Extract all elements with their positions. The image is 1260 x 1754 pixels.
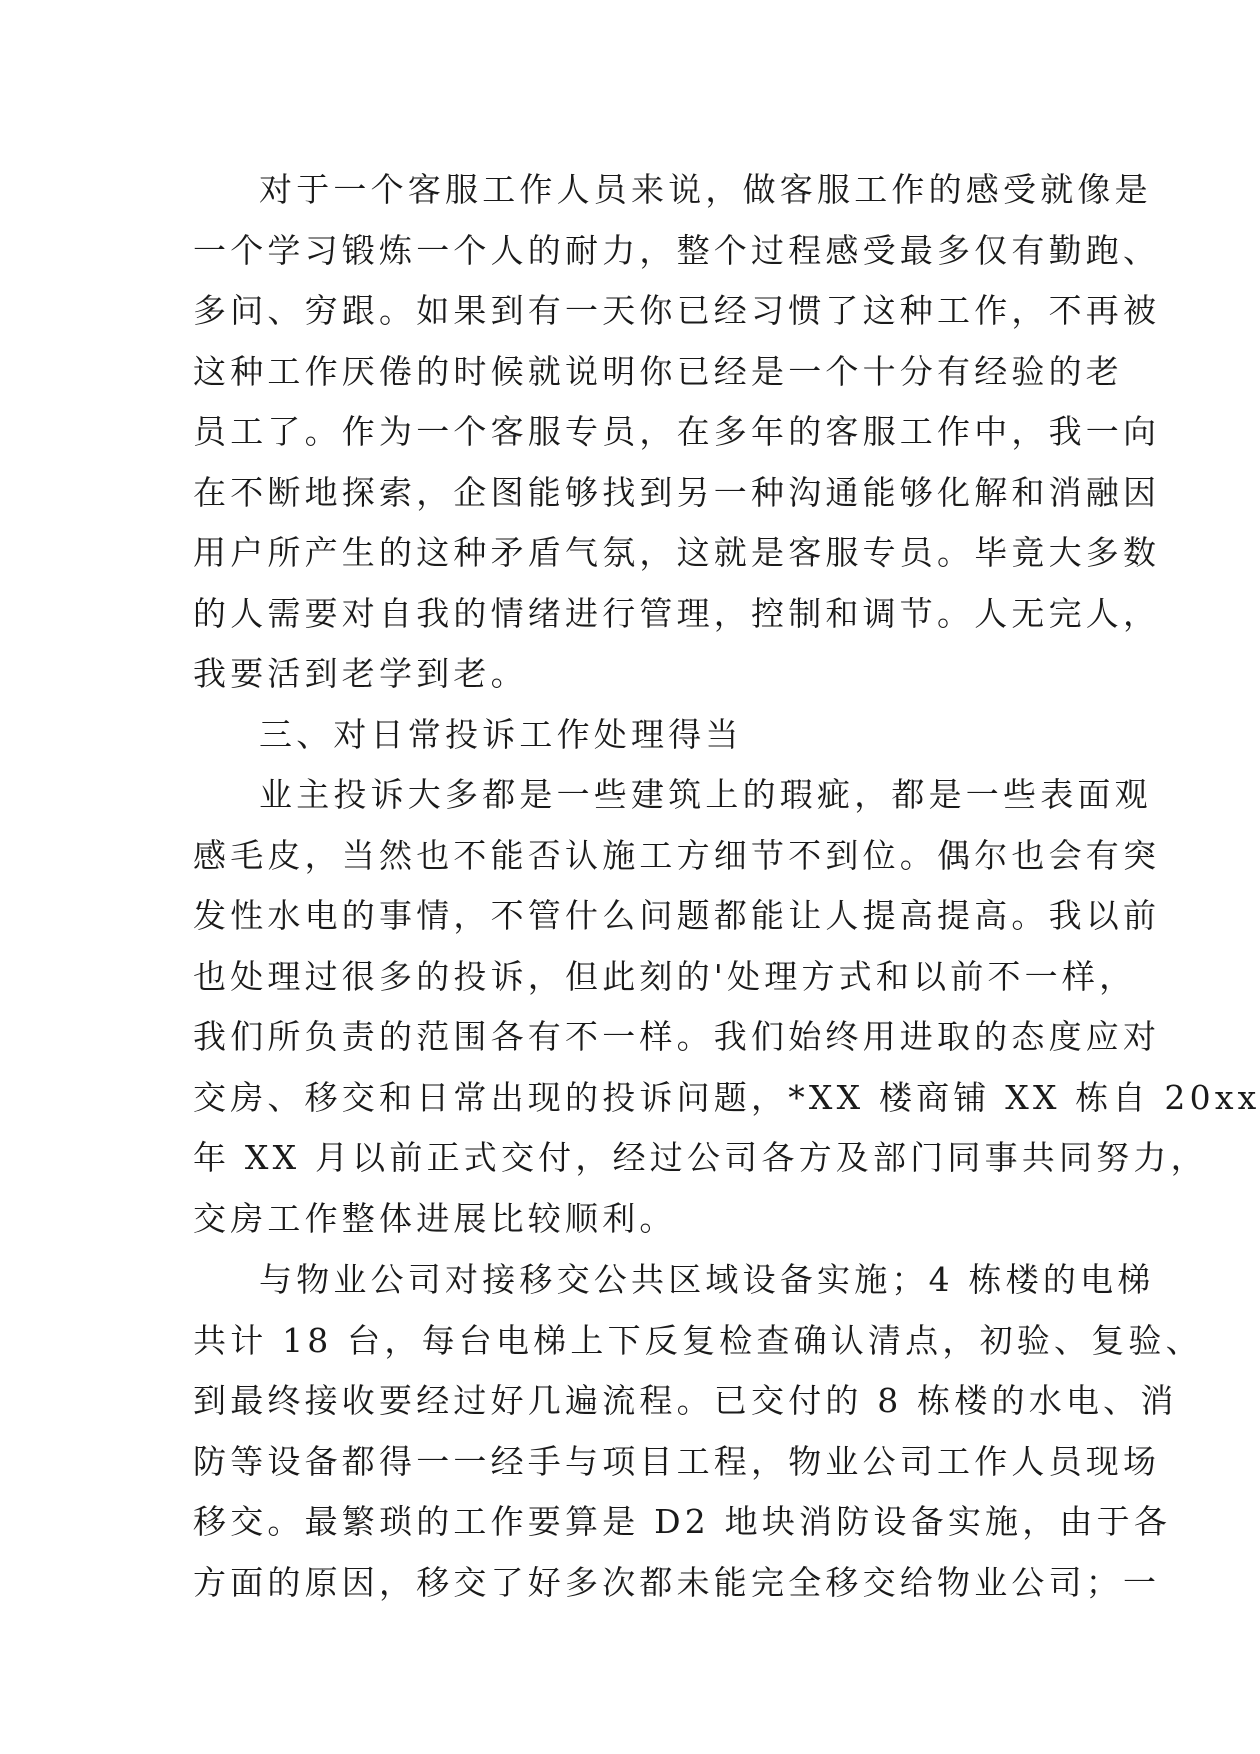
text-line: 发性水电的事情，不管什么问题都能让人提高提高。我以前 (193, 896, 1161, 935)
document-body (193, 160, 1260, 1613)
section-heading (193, 705, 1073, 766)
paragraph-complaints (193, 765, 1260, 1249)
text-line: 也处理过很多的投诉，但此刻的'处理方式和以前不一样， (193, 956, 1137, 996)
paragraph-customer-service (193, 160, 1161, 705)
text-line: 我们所负责的范围各有不一样。我们始终用进取的态度应对 (193, 1017, 1161, 1056)
text-line: 防等设备都得一一经手与项目工程，物业公司工作人员现场 (193, 1441, 1161, 1481)
text-line: 共计 18 台，每台电梯上下反复检查确认清点，初验、复验、 (193, 1320, 1203, 1360)
text-line: 感毛皮，当然也不能否认施工方细节不到位。偶尔也会有突 (193, 835, 1161, 875)
text-line: 员工了。作为一个客服专员，在多年的客服工作中，我一向 (193, 412, 1161, 451)
text-line: 一个学习锻炼一个人的耐力，整个过程感受最多仅有勤跑、 (193, 230, 1161, 270)
section-heading-text: 三、对日常投诉工作处理得当 (259, 714, 743, 754)
text-line: 与物业公司对接移交公共区域设备实施；4 栋楼的电梯 (259, 1260, 1155, 1299)
text-line: 到最终接收要经过好几遍流程。已交付的 8 栋楼的水电、消 (193, 1381, 1178, 1420)
text-line: 年 XX 月以前正式交付，经过公司各方及部门同事共同努力， (193, 1138, 1208, 1177)
text-line: 的人需要对自我的情绪进行管理，控制和调节。人无完人， (193, 593, 1161, 633)
text-line: 对于一个客服工作人员来说，做客服工作的感受就像是 (259, 170, 1152, 209)
text-line: 交房工作整体进展比较顺利。 (193, 1198, 677, 1238)
text-line: 多问、穷跟。如果到有一天你已经习惯了这种工作，不再被 (193, 291, 1161, 330)
text-line: 这种工作厌倦的时候就说明你已经是一个十分有经验的老 (193, 351, 1123, 391)
text-line: 交房、移交和日常出现的投诉问题，*XX 楼商铺 XX 栋自 20xx (193, 1077, 1260, 1117)
text-line: 移交。最繁琐的工作要算是 D2 地块消防设备实施，由于各 (193, 1502, 1172, 1541)
text-line: 方面的原因，移交了好多次都未能完全移交给物业公司；一 (193, 1562, 1161, 1602)
text-line: 我要活到老学到老。 (193, 654, 528, 693)
paragraph-handover (193, 1250, 1203, 1613)
text-line: 在不断地探索，企图能够找到另一种沟通能够化解和消融因 (193, 472, 1161, 512)
text-line: 用户所产生的这种矛盾气氛，这就是客服专员。毕竟大多数 (193, 533, 1161, 572)
text-line: 业主投诉大多都是一些建筑上的瑕疵，都是一些表面观 (259, 775, 1152, 814)
